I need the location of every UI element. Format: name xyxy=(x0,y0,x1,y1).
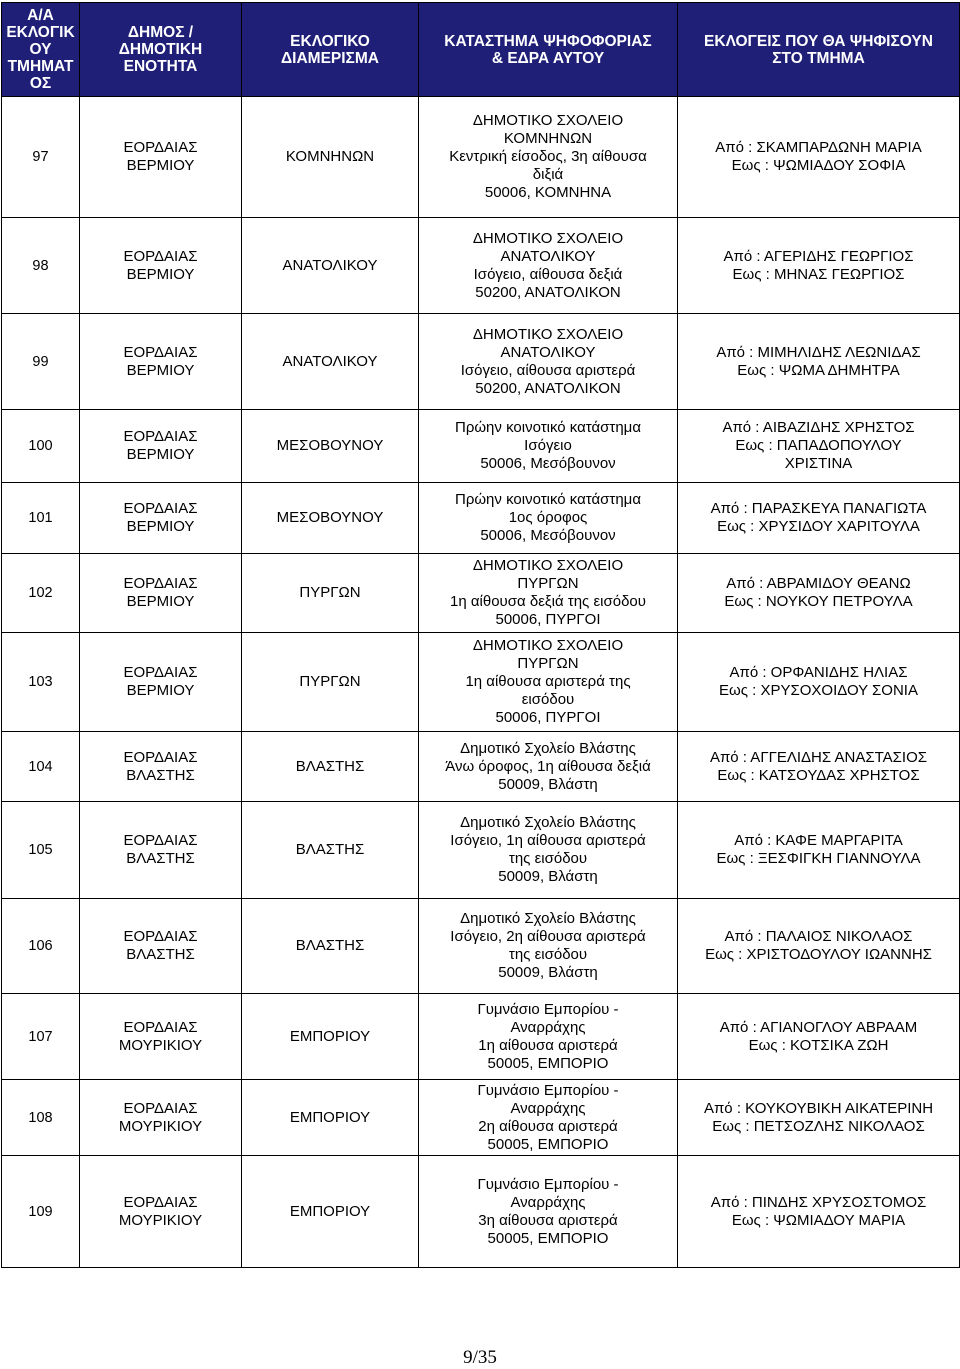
polling-station: ΔΗΜΟΤΙΚΟ ΣΧΟΛΕΙΟ ΚΟΜΝΗΝΩΝ Κεντρική είσοδος, 3η αίθουσα διξιά 50006, ΚΟΜΝΗΝΑ xyxy=(419,97,678,218)
voters-range: Από : ΑΙΒΑΖΙΔΗΣ ΧΡΗΣΤΟΣ Εως : ΠΑΠΑΔΟΠΟΥΛΟΥ ΧΡΙΣΤΙΝΑ xyxy=(678,410,960,483)
electoral-district: ΕΜΠΟΡΙΟΥ xyxy=(242,994,419,1080)
voters-range: Από : ΑΓΕΡΙΔΗΣ ΓΕΩΡΓΙΟΣ Εως : ΜΗΝΑΣ ΓΕΩΡΓΙΟΣ xyxy=(678,218,960,314)
table-row xyxy=(2,1080,960,1156)
polling-station: ΔΗΜΟΤΙΚΟ ΣΧΟΛΕΙΟ ΑΝΑΤΟΛΙΚΟΥ Ισόγειο, αίθουσα αριστερά 50200, ΑΝΑΤΟΛΙΚΟΝ xyxy=(419,314,678,410)
section-number: 104 xyxy=(2,732,80,802)
table-row xyxy=(2,802,960,899)
polling-station: Δημοτικό Σχολείο Βλάστης Ισόγειο, 1η αίθουσα αριστερά της εισόδου 50009, Βλάστη xyxy=(419,802,678,899)
section-number: 105 xyxy=(2,802,80,899)
table-row xyxy=(2,994,960,1080)
electoral-district: ΚΟΜΝΗΝΩΝ xyxy=(242,97,419,218)
electoral-district: ΠΥΡΓΩΝ xyxy=(242,633,419,732)
table-row xyxy=(2,97,960,218)
table-row xyxy=(2,633,960,732)
municipality: ΕΟΡΔΑΙΑΣ ΜΟΥΡΙΚΙΟΥ xyxy=(80,994,242,1080)
voters-range: Από : ΟΡΦΑΝΙΔΗΣ ΗΛΙΑΣ Εως : ΧΡΥΣΟΧΟΙΔΟΥ ΣΟΝΙΑ xyxy=(678,633,960,732)
table-header-row xyxy=(2,3,960,97)
polling-station: ΔΗΜΟΤΙΚΟ ΣΧΟΛΕΙΟ ΠΥΡΓΩΝ 1η αίθουσα αριστερά της εισόδου 50006, ΠΥΡΓΟΙ xyxy=(419,633,678,732)
municipality: ΕΟΡΔΑΙΑΣ ΒΕΡΜΙΟΥ xyxy=(80,483,242,554)
table-row xyxy=(2,554,960,633)
polling-station: Δημοτικό Σχολείο Βλάστης Άνω όροφος, 1η αίθουσα δεξιά 50009, Βλάστη xyxy=(419,732,678,802)
voters-range: Από : ΚΑΦΕ ΜΑΡΓΑΡΙΤΑ Εως : ΞΕΣΦΙΓΚΗ ΓΙΑΝΝΟΥΛΑ xyxy=(678,802,960,899)
municipality: ΕΟΡΔΑΙΑΣ ΜΟΥΡΙΚΙΟΥ xyxy=(80,1156,242,1268)
header-municipality: ΔΗΜΟΣ / ΔΗΜΟΤΙΚΗ ΕΝΟΤΗΤΑ xyxy=(80,3,242,97)
municipality: ΕΟΡΔΑΙΑΣ ΒΕΡΜΙΟΥ xyxy=(80,218,242,314)
polling-station: Γυμνάσιο Εμπορίου - Αναρράχης 3η αίθουσα αριστερά 50005, ΕΜΠΟΡΙΟ xyxy=(419,1156,678,1268)
section-number: 97 xyxy=(2,97,80,218)
polling-station: Πρώην κοινοτικό κατάστημα Ισόγειο 50006, Μεσόβουνον xyxy=(419,410,678,483)
section-number: 101 xyxy=(2,483,80,554)
polling-station: Γυμνάσιο Εμπορίου - Αναρράχης 1η αίθουσα αριστερά 50005, ΕΜΠΟΡΙΟ xyxy=(419,994,678,1080)
municipality: ΕΟΡΔΑΙΑΣ ΜΟΥΡΙΚΙΟΥ xyxy=(80,1080,242,1156)
municipality: ΕΟΡΔΑΙΑΣ ΒΛΑΣΤΗΣ xyxy=(80,899,242,994)
table-row xyxy=(2,483,960,554)
polling-station: ΔΗΜΟΤΙΚΟ ΣΧΟΛΕΙΟ ΑΝΑΤΟΛΙΚΟΥ Ισόγειο, αίθουσα δεξιά 50200, ΑΝΑΤΟΛΙΚΟΝ xyxy=(419,218,678,314)
electoral-district: ΜΕΣΟΒΟΥΝΟΥ xyxy=(242,410,419,483)
polling-stations-table xyxy=(1,2,960,1268)
electoral-district: ΜΕΣΟΒΟΥΝΟΥ xyxy=(242,483,419,554)
section-number: 102 xyxy=(2,554,80,633)
section-number: 98 xyxy=(2,218,80,314)
electoral-district: ΕΜΠΟΡΙΟΥ xyxy=(242,1156,419,1268)
voters-range: Από : ΠΑΡΑΣΚΕΥΑ ΠΑΝΑΓΙΩΤΑ Εως : ΧΡΥΣΙΔΟΥ ΧΑΡΙΤΟΥΛΑ xyxy=(678,483,960,554)
table-row xyxy=(2,899,960,994)
section-number: 109 xyxy=(2,1156,80,1268)
voters-range: Από : ΠΑΛΑΙΟΣ ΝΙΚΟΛΑΟΣ Εως : ΧΡΙΣΤΟΔΟΥΛΟΥ ΙΩΑΝΝΗΣ xyxy=(678,899,960,994)
header-section-number: Α/Α ΕΚΛΟΓΙΚ ΟΥ ΤΜΗΜΑΤ ΟΣ xyxy=(2,3,80,97)
section-number: 106 xyxy=(2,899,80,994)
table-row xyxy=(2,410,960,483)
voters-range: Από : ΚΟΥΚΟΥΒΙΚΗ ΑΙΚΑΤΕΡΙΝΗ Εως : ΠΕΤΣΟΖΛΗΣ ΝΙΚΟΛΑΟΣ xyxy=(678,1080,960,1156)
municipality: ΕΟΡΔΑΙΑΣ ΒΕΡΜΙΟΥ xyxy=(80,97,242,218)
municipality: ΕΟΡΔΑΙΑΣ ΒΛΑΣΤΗΣ xyxy=(80,732,242,802)
table-row xyxy=(2,314,960,410)
section-number: 107 xyxy=(2,994,80,1080)
polling-station: ΔΗΜΟΤΙΚΟ ΣΧΟΛΕΙΟ ΠΥΡΓΩΝ 1η αίθουσα δεξιά της εισόδου 50006, ΠΥΡΓΟΙ xyxy=(419,554,678,633)
polling-station: Πρώην κοινοτικό κατάστημα 1ος όροφος 50006, Μεσόβουνον xyxy=(419,483,678,554)
table-row xyxy=(2,732,960,802)
polling-station: Γυμνάσιο Εμπορίου - Αναρράχης 2η αίθουσα αριστερά 50005, ΕΜΠΟΡΙΟ xyxy=(419,1080,678,1156)
electoral-district: ΠΥΡΓΩΝ xyxy=(242,554,419,633)
voters-range: Από : ΠΙΝΔΗΣ ΧΡΥΣΟΣΤΟΜΟΣ Εως : ΨΩΜΙΑΔΟΥ ΜΑΡΙΑ xyxy=(678,1156,960,1268)
municipality: ΕΟΡΔΑΙΑΣ ΒΛΑΣΤΗΣ xyxy=(80,802,242,899)
header-electoral-district: ΕΚΛΟΓΙΚΟ ΔΙΑΜΕΡΙΣΜΑ xyxy=(242,3,419,97)
electoral-district: ΒΛΑΣΤΗΣ xyxy=(242,802,419,899)
electoral-district: ΕΜΠΟΡΙΟΥ xyxy=(242,1080,419,1156)
header-polling-station: ΚΑΤΑΣΤΗΜΑ ΨΗΦΟΦΟΡΙΑΣ & ΕΔΡΑ ΑΥΤΟΥ xyxy=(419,3,678,97)
voters-range: Από : ΣΚΑΜΠΑΡΔΩΝΗ ΜΑΡΙΑ Εως : ΨΩΜΙΑΔΟΥ ΣΟΦΙΑ xyxy=(678,97,960,218)
electoral-district: ΒΛΑΣΤΗΣ xyxy=(242,732,419,802)
section-number: 108 xyxy=(2,1080,80,1156)
polling-station: Δημοτικό Σχολείο Βλάστης Ισόγειο, 2η αίθουσα αριστερά της εισόδου 50009, Βλάστη xyxy=(419,899,678,994)
section-number: 99 xyxy=(2,314,80,410)
section-number: 100 xyxy=(2,410,80,483)
voters-range: Από : ΑΓΓΕΛΙΔΗΣ ΑΝΑΣΤΑΣΙΟΣ Εως : ΚΑΤΣΟΥΔΑΣ ΧΡΗΣΤΟΣ xyxy=(678,732,960,802)
electoral-district: ΒΛΑΣΤΗΣ xyxy=(242,899,419,994)
table-row xyxy=(2,1156,960,1268)
municipality: ΕΟΡΔΑΙΑΣ ΒΕΡΜΙΟΥ xyxy=(80,314,242,410)
voters-range: Από : ΑΒΡΑΜΙΔΟΥ ΘΕΑΝΩ Εως : ΝΟΥΚΟΥ ΠΕΤΡΟΥΛΑ xyxy=(678,554,960,633)
page-number: 9/35 xyxy=(463,1347,497,1368)
section-number: 103 xyxy=(2,633,80,732)
municipality: ΕΟΡΔΑΙΑΣ ΒΕΡΜΙΟΥ xyxy=(80,633,242,732)
table-row xyxy=(2,218,960,314)
voters-range: Από : ΜΙΜΗΛΙΔΗΣ ΛΕΩΝΙΔΑΣ Εως : ΨΩΜΑ ΔΗΜΗΤΡΑ xyxy=(678,314,960,410)
voters-range: Από : ΑΓΙΑΝΟΓΛΟΥ ΑΒΡΑΑΜ Εως : ΚΟΤΣΙΚΑ ΖΩΗ xyxy=(678,994,960,1080)
electoral-district: ΑΝΑΤΟΛΙΚΟΥ xyxy=(242,314,419,410)
municipality: ΕΟΡΔΑΙΑΣ ΒΕΡΜΙΟΥ xyxy=(80,410,242,483)
electoral-district: ΑΝΑΤΟΛΙΚΟΥ xyxy=(242,218,419,314)
municipality: ΕΟΡΔΑΙΑΣ ΒΕΡΜΙΟΥ xyxy=(80,554,242,633)
header-voters: ΕΚΛΟΓΕΙΣ ΠΟΥ ΘΑ ΨΗΦΙΣΟΥΝ ΣΤΟ ΤΜΗΜΑ xyxy=(678,3,960,97)
